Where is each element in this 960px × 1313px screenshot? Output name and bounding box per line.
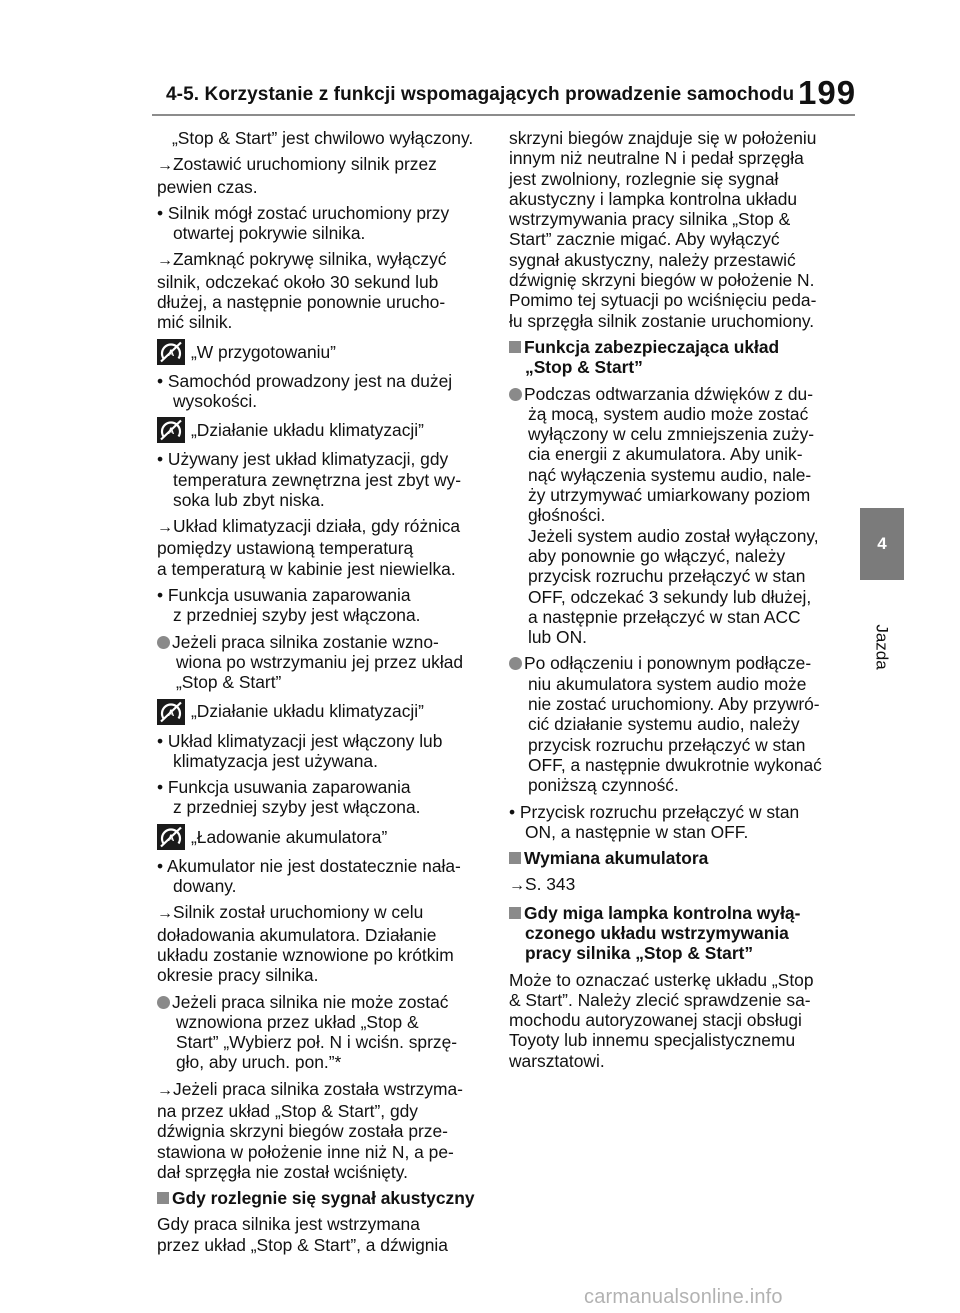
right-column [509, 128, 839, 1077]
paragraph: „Stop & Start” jest chwilowo wyłączony. [172, 128, 474, 148]
section-title: 4-5. Korzystanie z funkcji wspomagających prowadzenie samochodu [166, 84, 795, 105]
bullet-item: • Akumulator nie jest dostatecznie nała- dowany. [157, 855, 461, 897]
result-paragraph: →Zamknąć pokrywę silnika, wyłączyć silnik, odczekać około 30 sekund lub dłużej, a następnie ponownie urucho- mić silnik. [157, 249, 447, 333]
result-paragraph: →Silnik został uruchomiony w celu doładowania akumulatora. Działanie układu zostanie wznowione po krótkim okresie pracy silnika. [157, 902, 454, 986]
bullet-item: • Funkcja usuwania zaparowania z przedniej szyby jest włączona. [157, 585, 421, 626]
square-bullet-icon [509, 852, 521, 864]
indicator-message: „Działanie układu klimatyzacji” [157, 699, 487, 725]
arrow-icon: → [509, 877, 525, 895]
circle-bullet-icon [509, 388, 522, 401]
bullet-item: • Funkcja usuwania zaparowania z przedniej szyby jest włączona. [157, 777, 421, 818]
arrow-icon: → [157, 519, 173, 537]
section-heading: Wymiana akumulatora [509, 848, 839, 868]
page-header [0, 0, 960, 120]
circle-item: Jeżeli praca silnika nie może zostać wznowiona przez układ „Stop & Start” „Wybierz poł. N i wciśn. sprzę- gło, aby uruch. pon.”* [157, 992, 487, 1073]
bullet-item: • Silnik mógł zostać uruchomiony przy otwartej pokrywie silnika. [157, 202, 450, 244]
circle-item: Po odłączeniu i ponownym podłącze- niu akumulatora system audio może nie zostać uruchomiony. Aby przywró- cić działanie systemu audio, należy przycisk rozruchu przełączyć w stan OFF, a następnie dwukrotnie wykonać poniższą czynność. [509, 653, 839, 795]
chapter-tab[interactable]: 4 [860, 508, 904, 580]
header-divider [152, 114, 855, 116]
page-reference[interactable]: →S. 343 [509, 874, 576, 895]
square-bullet-icon [157, 1192, 169, 1204]
left-column [157, 128, 487, 1261]
chapter-label: Jazda [873, 624, 892, 670]
arrow-icon: → [157, 252, 173, 270]
bullet-item: • Układ klimatyzacji jest włączony lub klimatyzacja jest używana. [157, 730, 443, 771]
result-paragraph: →Układ klimatyzacji działa, gdy różnica pomiędzy ustawioną temperaturą a temperaturą w kabinie jest niewielka. [157, 516, 461, 579]
watermark: carmanualsonline.info [584, 1286, 783, 1308]
paragraph: Gdy praca silnika jest wstrzymana przez układ „Stop & Start”, a dźwignia [157, 1214, 448, 1255]
indicator-message: „Ładowanie akumulatora” [157, 824, 487, 850]
stop-start-indicator-icon [157, 699, 185, 725]
indicator-message: „Działanie układu klimatyzacji” [157, 417, 487, 443]
section-heading: Funkcja zabezpieczająca układ „Stop & Start” [509, 337, 839, 378]
circle-bullet-icon [509, 657, 522, 670]
arrow-icon: → [157, 1081, 173, 1099]
result-paragraph: →Jeżeli praca silnika została wstrzyma- na przez układ „Stop & Start”, gdy dźwignia skrzyni biegów została prze- stawiona w położenie inne niż N, a pe- dał sprzęgła nie został wciśnięty. [157, 1078, 463, 1182]
circle-item: Podczas odtwarzania dźwięków z du- żą mocą, system audio może zostać wyłączony w celu zmniejszenia zuży- cia energii z akumulatora. Aby unik- nąć wyłączenia systemu audio, nale- ży utrzymywać umiarkowany poziom głośności. Jeżeli system audio został wyłączony, aby ponownie go włączyć, należy przycisk rozruchu przełączyć w stan OFF, odczekać 3 sekundy lub dłużej, a następnie przełączyć w stan ACC lub ON. [509, 384, 839, 648]
bullet-item: • Używany jest układ klimatyzacji, gdy temperatura zewnętrzna jest zbyt wy- soka lub zbyt niska. [157, 449, 462, 510]
arrow-icon: → [157, 157, 173, 175]
bullet-item: • Samochód prowadzony jest na dużej wysokości. [157, 370, 453, 411]
square-bullet-icon [509, 907, 521, 919]
paragraph: Może to oznaczać usterkę układu „Stop & Start”. Należy zlecić sprawdzenie sa- mochodu autoryzowanej stacji obsługi Toyoty lub innemu specjalistycznemu warsztatowi. [509, 969, 814, 1071]
stop-start-indicator-icon [157, 417, 185, 443]
section-heading: Gdy rozlegnie się sygnał akustyczny [157, 1188, 487, 1208]
circle-item: Jeżeli praca silnika zostanie wzno- wiona po wstrzymaniu jej przez układ „Stop & Start” [157, 632, 487, 693]
arrow-icon: → [157, 905, 173, 923]
page-number: 199 [798, 74, 857, 111]
circle-bullet-icon [157, 996, 170, 1009]
stop-start-indicator-icon [157, 339, 185, 365]
stop-start-indicator-icon [157, 824, 185, 850]
section-heading: Gdy miga lampka kontrolna wyłą- czonego układu wstrzymywania pracy silnika „Stop & Start” [509, 903, 839, 964]
indicator-message: „W przygotowaniu” [157, 339, 487, 365]
square-bullet-icon [509, 341, 521, 353]
bullet-item: • Przycisk rozruchu przełączyć w stan ON, a następnie w stan OFF. [509, 801, 800, 842]
circle-bullet-icon [157, 636, 170, 649]
result-paragraph: →Zostawić uruchomiony silnik przez pewien czas. [157, 154, 437, 197]
paragraph: skrzyni biegów znajduje się w położeniu innym niż neutralne N i pedał sprzęgła jest zwolniony, rozlegnie się sygnał akustyczny i lampka kontrolna układu wstrzymywania pracy silnika „Stop & Start” zacznie migać. Aby wyłączyć sygnał akustyczny, należy przestawić dźwignię skrzyni biegów w położenie N. Pomimo tej sytuacji po wciśnięciu peda- łu sprzęgła silnik zostanie uruchomiony. [509, 128, 817, 331]
